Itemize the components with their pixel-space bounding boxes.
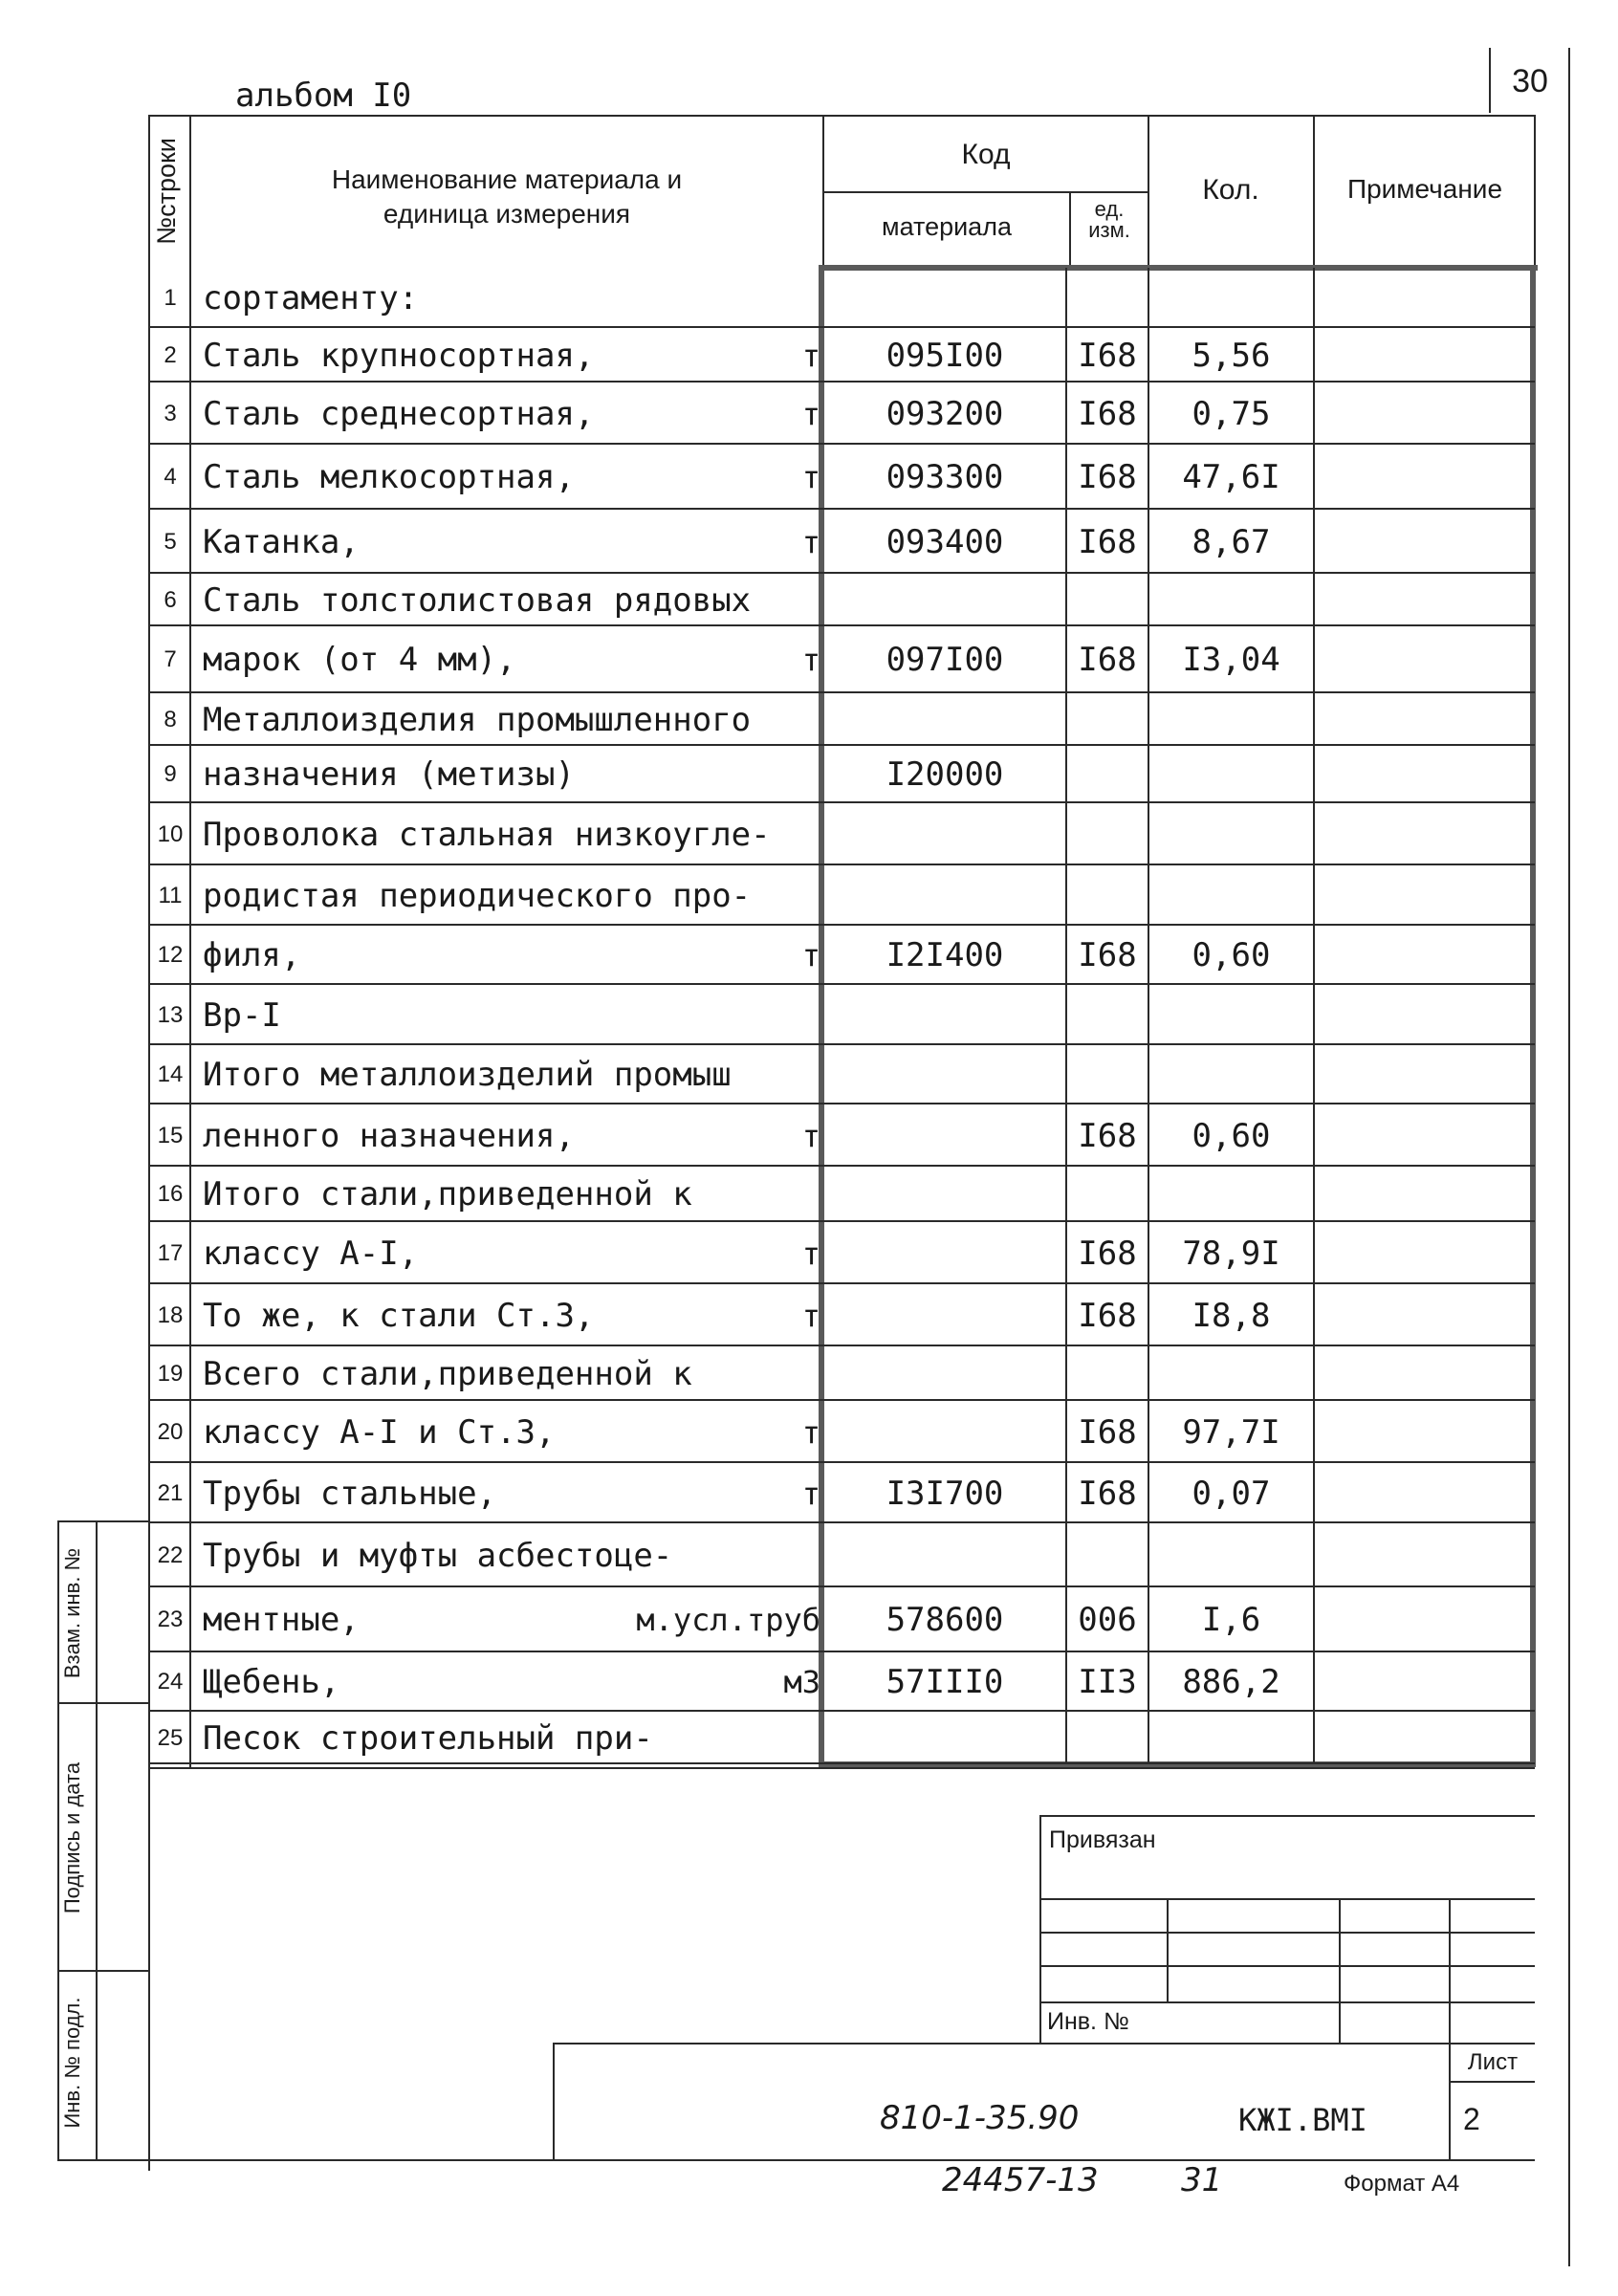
row-unit-code: I68 [1078,1116,1137,1155]
row-material-code: 093300 [886,458,1004,496]
row-quantity [1149,1045,1313,1104]
row-quantity [1149,574,1313,626]
row-material-name: Итого металлоизделий промыш [203,1056,732,1094]
row-quantity [1149,1712,1313,1764]
row-unit-code [1067,1523,1148,1587]
data-area-right-thick [1530,265,1536,1766]
row-material-name: назначения (метизы) [203,755,575,794]
side-inv-podl: Инв. № подл. [60,1997,84,2129]
row-material-code [824,865,1065,926]
row-unit-code [1067,693,1148,746]
tb-list-label: Лист [1467,2049,1519,2075]
row-material-name: То же, к стали Ст.3, [203,1296,595,1335]
row-quantity [1149,746,1313,803]
row-quantity: 0,75 [1192,394,1271,433]
tb-left-upper [1039,1815,1041,2045]
row-material-code: 097I00 [886,641,1004,679]
row-material-code [824,985,1065,1045]
row-number: 6 [164,586,177,613]
row-unit-code: I68 [1078,458,1137,496]
row-unit: т [801,337,820,374]
tb-v-2 [1339,1898,1341,2045]
header-name: Наименование материала и единица измерения [331,164,683,229]
side-stamp-right [96,1520,98,2161]
row-material-name: сортаменту: [203,278,419,317]
tb-line-5 [1039,2001,1535,2003]
row-number: 7 [164,646,177,672]
row-material-code [824,693,1065,746]
code-subheader-line [822,191,1148,193]
row-number: 4 [164,464,177,490]
tb-sheet-number: 2 [1463,2102,1480,2136]
side-stamp-left [57,1520,59,2161]
tb-privyazan: Привязан [1049,1826,1156,1853]
row-unit-code: I68 [1078,394,1137,433]
row-unit-code [1067,1712,1148,1764]
row-material-name: Сталь среднесортная, [203,394,595,433]
row-unit-code [1067,865,1148,926]
col-divider-note [1313,268,1315,1764]
tb-main-top [553,2043,1535,2045]
row-unit-code [1067,574,1148,626]
row-material-name: ленного назначения, [203,1116,575,1155]
row-unit-code [1067,746,1148,803]
row-unit-code: I68 [1078,1296,1137,1335]
row-unit-code: I68 [1078,1412,1137,1452]
row-number: 1 [164,284,177,311]
row-quantity: 47,6I [1182,458,1280,496]
footer-archive-page: 31 [1181,2161,1223,2199]
header-code: Код [961,139,1011,170]
row-unit [574,1045,834,1104]
row-number: 8 [164,706,177,733]
row-material-code: 57III0 [886,1663,1004,1701]
row-unit-code: I68 [1078,1474,1137,1513]
row-material-name: Щебень, [203,1663,340,1701]
row-unit-code: II3 [1078,1663,1137,1701]
row-unit: м.усл.труб [636,1602,820,1638]
row-material-name: ментные, [203,1601,360,1639]
row-unit: т [801,1475,820,1512]
row-material-code: 093400 [886,522,1004,561]
row-quantity [1149,865,1313,926]
row-material-name: Всего стали,приведенной к [203,1354,692,1393]
row-unit: м3 [783,1664,820,1700]
row-unit-code: 006 [1078,1601,1137,1639]
row-material-name: Сталь мелкосортная, [203,458,575,496]
page-number: 30 [1512,63,1548,99]
row-quantity: 78,9I [1182,1234,1280,1273]
row-material-code [824,803,1065,865]
row-quantity: 8,67 [1192,522,1271,561]
row-material-code [824,1284,1065,1346]
side-vzam: Взам. инв. № [60,1547,84,1679]
row-quantity: 0,60 [1192,1116,1271,1155]
row-number: 12 [157,942,184,968]
title-block-top [148,1767,1535,1769]
row-quantity [1149,693,1313,746]
row-number: 15 [157,1122,184,1148]
tb-mark: КЖI.ВМI [1238,2102,1367,2138]
row-material-name: Сталь крупносортная, [203,336,595,375]
row-material-name: Сталь толстолистовая рядовых [203,580,752,620]
row-number: 16 [157,1181,184,1207]
tb-inv-no: Инв. № [1047,2008,1129,2035]
row-quantity [1149,1167,1313,1222]
row-material-code [824,1045,1065,1104]
tb-list-divider [1449,2081,1535,2083]
row-number: 23 [157,1607,184,1632]
row-unit-code [1067,985,1148,1045]
row-material-code [824,1523,1065,1587]
row-number: 20 [157,1418,184,1445]
row-unit [574,1712,834,1764]
table-top-border [148,115,1535,117]
page-number-box-left [1489,48,1491,113]
sheet-right-edge [1568,48,1570,2266]
row-material-code: I3I700 [886,1474,1004,1513]
row-material-code [824,1222,1065,1284]
tb-v-1 [1167,1898,1169,2001]
header-quantity: Кол. [1202,174,1259,206]
row-material-name: родистая периодического про- [203,876,752,915]
row-unit: т [801,1117,820,1154]
row-material-name: Трубы стальные, [203,1474,497,1513]
row-material-name: Трубы и муфты асбестоце- [203,1536,673,1575]
row-unit-code [1067,1167,1148,1222]
row-number: 21 [157,1479,184,1506]
row-quantity: I,6 [1201,1601,1261,1639]
row-unit-code: I68 [1078,641,1137,679]
row-material-code [824,1401,1065,1463]
row-unit [574,865,834,926]
row-quantity: 886,2 [1182,1663,1280,1701]
row-number: 19 [157,1360,184,1387]
row-quantity [1149,1346,1313,1401]
row-unit: т [801,1297,820,1334]
footer-format: Формат А4 [1344,2171,1460,2197]
side-podpis: Подпись и дата [60,1761,84,1914]
row-number: 11 [158,882,183,908]
row-unit [574,985,834,1045]
tb-line-2 [1039,1898,1535,1900]
row-material-code [824,1346,1065,1401]
row-material-name: классу А-I, [203,1234,419,1273]
header-code-unit: ед. изм. [1088,197,1130,242]
row-number: 9 [164,761,177,787]
row-quantity: 5,56 [1192,336,1271,375]
row-unit-code [1067,803,1148,865]
row-material-code [824,574,1065,626]
row-material-name: Итого стали,приведенной к [203,1175,692,1214]
row-unit: т [801,395,820,432]
row-unit-code: I68 [1078,1234,1137,1273]
row-number: 13 [157,1001,184,1028]
row-unit [574,1167,834,1222]
header-row-number: №строки [152,138,181,245]
row-quantity [1149,268,1313,328]
row-quantity: 0,07 [1192,1474,1271,1513]
header-code-material: материала [882,212,1012,241]
tb-line-3 [1039,1932,1535,1934]
tb-main-left [553,2043,555,2159]
tb-v-3 [1449,1898,1451,2159]
row-unit [574,574,834,626]
row-number: 5 [164,528,177,555]
row-material-code [824,1104,1065,1167]
row-material-code [824,1167,1065,1222]
row-material-name: Металлоизделия промышленного [203,700,752,739]
row-unit-code [1067,1045,1148,1104]
row-unit-code [1067,268,1148,328]
row-unit-code [1067,1346,1148,1401]
row-number: 24 [157,1669,184,1695]
row-number: 2 [164,341,177,368]
row-material-code [824,1712,1065,1764]
row-number: 18 [157,1301,184,1328]
header-note: Примечание [1346,174,1503,204]
row-material-code: 093200 [886,394,1004,433]
row-material-name: марок (от 4 мм), [203,641,516,679]
row-unit [574,268,834,328]
row-material-code: 095I00 [886,336,1004,375]
row-quantity: 97,7I [1182,1412,1280,1452]
row-unit [574,693,834,746]
row-unit [574,1523,834,1587]
row-number: 22 [157,1542,184,1568]
tb-doc-number: 810-1-35.90 [880,2099,1080,2137]
row-quantity: 0,60 [1192,936,1271,974]
row-number: 14 [157,1061,184,1087]
row-material-name: Песок строительный при- [203,1718,653,1758]
row-unit: т [801,1413,820,1451]
side-stamp-div1 [57,1702,148,1704]
tb-line-4 [1039,1965,1535,1967]
row-unit: т [801,523,820,560]
row-number: 25 [157,1724,184,1751]
row-number: 3 [164,400,177,426]
row-unit: т [801,459,820,495]
row-material-code [824,268,1065,328]
row-material-code: 578600 [886,1601,1004,1639]
row-material-name: Проволока стальная низкоугле- [203,815,771,854]
row-material-name: классу А-I и Ст.3, [203,1412,556,1452]
row-unit-code: I68 [1078,936,1137,974]
row-unit-code: I68 [1078,336,1137,375]
row-unit-code: I68 [1078,522,1137,561]
row-quantity [1149,803,1313,865]
row-material-name: филя, [203,936,301,974]
row-material-code: I2I400 [886,936,1004,974]
row-material-name: Вр-I [203,995,281,1035]
row-quantity [1149,985,1313,1045]
row-material-name: Катанка, [203,522,360,561]
row-quantity: I8,8 [1192,1296,1271,1335]
row-number: 17 [157,1239,184,1266]
sheet-bottom-border [57,2159,1535,2161]
table-left-border [148,115,150,2171]
side-stamp-top [57,1520,148,1522]
row-quantity: I3,04 [1182,641,1280,679]
row-unit [574,1346,834,1401]
row-unit: т [801,1235,820,1272]
row-material-code: I20000 [886,755,1004,794]
row-unit [574,803,834,865]
row-quantity [1149,1523,1313,1587]
row-unit [574,746,834,803]
album-label: альбом I0 [235,77,412,115]
row-number: 10 [157,820,184,847]
tb-line-1 [1039,1815,1535,1817]
row-unit: т [801,642,820,678]
row-unit: т [801,937,820,973]
footer-archive-number: 24457-13 [942,2161,1099,2199]
